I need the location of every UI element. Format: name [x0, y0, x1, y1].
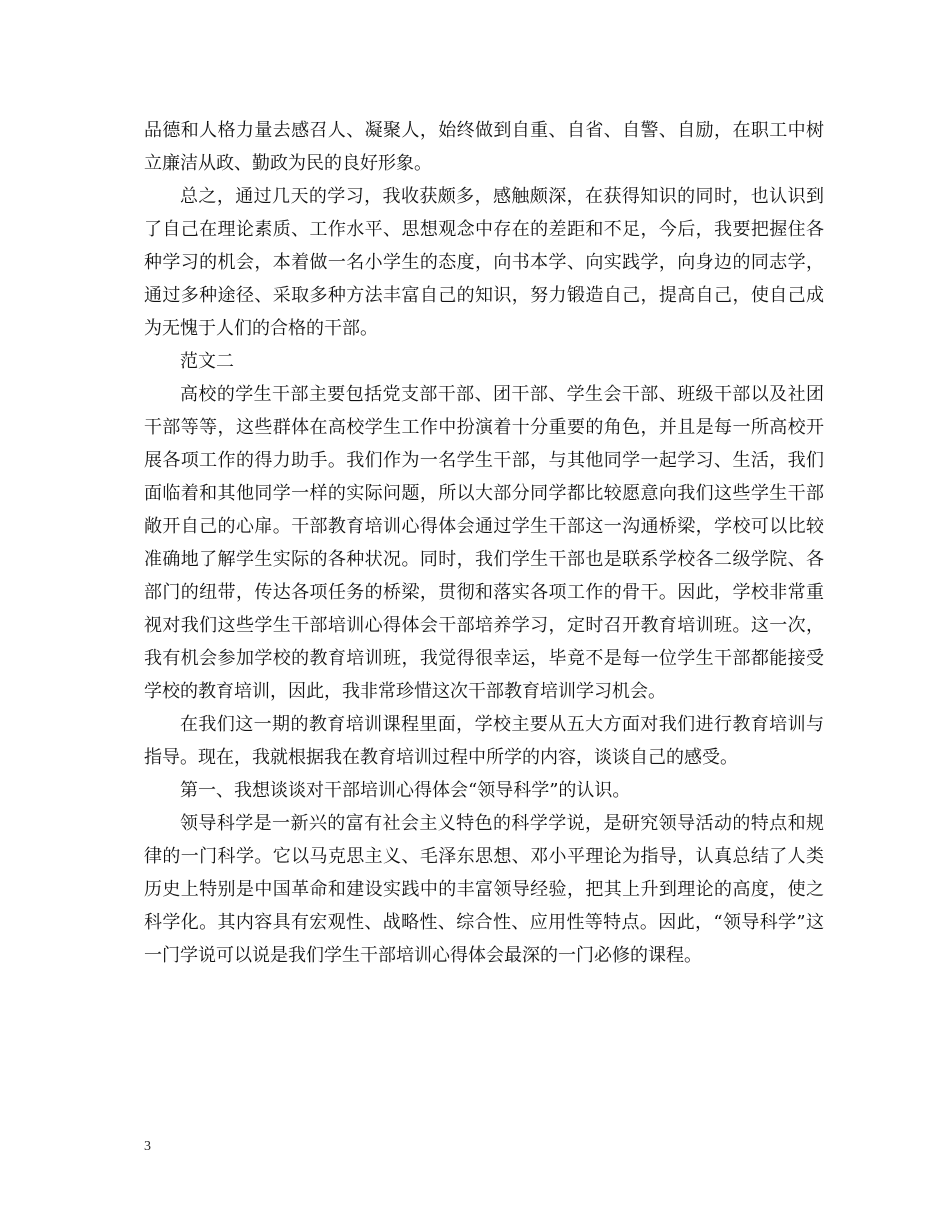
- paragraph-student-cadres: 高校的学生干部主要包括党支部干部、团干部、学生会干部、班级干部以及社团干部等等，这些群体在高校学生工作中扮演着十分重要的角色，并且是每一所高校开展各项工作的得力助手。我们作为一名学生干部，与其他同学一起学习、生活，我们面临着和其他同学一样的实际问题，所以大部分同学都比较愿意向我们这些学生干部敞开自己的心扉。干部教育培训心得体会通过学生干部这一沟通桥梁，学校可以比较准确地了解学生实际的各种状况。同时，我们学生干部也是联系学校各二级学院、各部门的纽带，传达各项任务的桥梁，贯彻和落实各项工作的骨干。因此，学校非常重视对我们这些学生干部培训心得体会干部培养学习，定时召开教育培训班。这一次，我有机会参加学校的教育培训班，我觉得很幸运，毕竟不是每一位学生干部都能接受学校的教育培训，因此，我非常珍惜这次干部教育培训学习机会。: [144, 384, 824, 702]
- document-body: [144, 114, 824, 972]
- paragraph-conclusion: 总之，通过几天的学习，我收获颇多，感触颇深，在获得知识的同时，也认识到了自己在理论素质、工作水平、思想观念中存在的差距和不足，今后，我要把握住各种学习的机会，本着做一名小学生的态度，向书本学、向实践学，向身边的同志学，通过多种途径、采取多种方法丰富自己的知识，努力锻造自己，提高自己，使自己成为无愧于人们的合格的干部。: [144, 186, 824, 339]
- paragraph-first-point: 第一、我想谈谈对干部培训心得体会“领导科学”的认识。: [180, 780, 631, 801]
- section-heading: 范文二: [180, 351, 234, 372]
- paragraph-continuation: 品德和人格力量去感召人、凝聚人，始终做到自重、自省、自警、自励，在职工中树立廉洁从政、勤政为民的良好形象。: [144, 120, 824, 174]
- page-number: 3: [144, 1139, 151, 1154]
- paragraph-training-courses: 在我们这一期的教育培训课程里面，学校主要从五大方面对我们进行教育培训与指导。现在，我就根据我在教育培训过程中所学的内容，谈谈自己的感受。: [144, 714, 824, 768]
- paragraph-leadership-science: 领导科学是一新兴的富有社会主义特色的科学学说，是研究领导活动的特点和规律的一门科学。它以马克思主义、毛泽东思想、邓小平理论为指导，认真总结了人类历史上特别是中国革命和建设实践中的丰富领导经验，把其上升到理论的高度，使之科学化。其内容具有宏观性、战略性、综合性、应用性等特点。因此，“领导科学”这一门学说可以说是我们学生干部培训心得体会最深的一门必修的课程。: [144, 813, 824, 966]
